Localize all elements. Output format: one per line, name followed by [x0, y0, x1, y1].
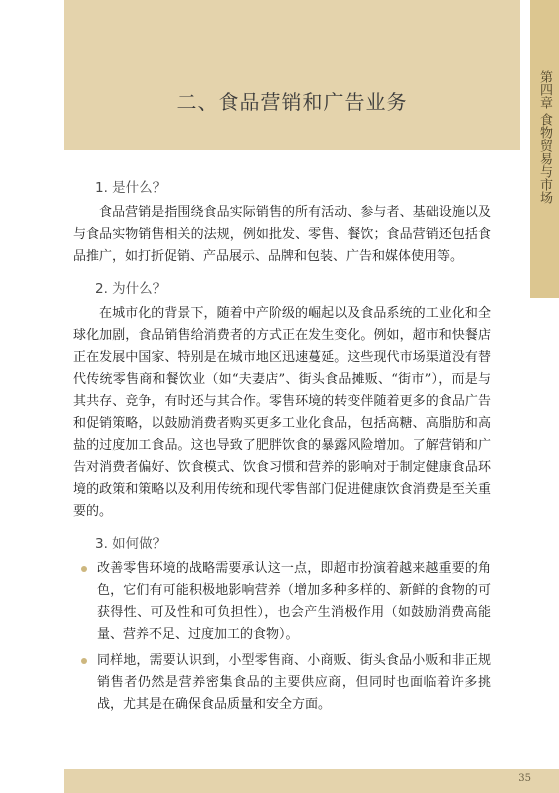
- bullet-item: [73, 650, 491, 716]
- chapter-side-tab-label: 第四章 食物贸易与市场: [537, 70, 552, 205]
- section-heading: 2. 为什么？: [95, 281, 167, 297]
- page-number: 35: [518, 773, 531, 784]
- section-paragraph: 在城市化的背景下，随着中产阶级的崛起以及食品系统的工业化和全球化加剧，食品销售给消费者的方式正在发生变化。例如，超市和快餐店正在发展中国家、特别是在城市地区迅速蔓延。这些现代市场渠道没有替代传统零售商和餐饮业（如“夫妻店”、街头食品摊贩、“街市”），而是与其共存、竞争，有时还与其合作。零售环境的转变伴随着更多的食品广告和促销策略，以鼓励消费者购买更多工业化食品，包括高糖、高脂肪和高盐的过度加工食品。这也导致了肥胖饮食的暴露风险增加。了解营销和广告对消费者偏好、饮食模式、饮食习惯和营养的影响对于制定健康食品环境的政策和策略以及利用传统和现代零售部门促进健康饮食消费是至关重要的。: [73, 306, 491, 519]
- section-why: [73, 277, 491, 523]
- bullet-list: [73, 558, 491, 716]
- bullet-dot-icon: [81, 566, 87, 572]
- page-content: [73, 176, 491, 720]
- section-heading: 1. 是什么？: [95, 180, 167, 196]
- section-what: [73, 176, 491, 268]
- header-band: [64, 0, 520, 150]
- bullet-text: 同样地，需要认识到，小型零售商、小商贩、街头食品小贩和非正规销售者仍然是营养密集食品的主要供应商，但同时也面临着许多挑战，尤其是在确保食品质量和安全方面。: [97, 653, 491, 712]
- section-paragraph: 食品营销是指围绕食品实际销售的所有活动、参与者、基础设施以及与食品实物销售相关的法规，例如批发、零售、餐饮；食品营销还包括食品推广，如打折促销、产品展示、品牌和包装、广告和媒体使用等。: [73, 205, 491, 264]
- section-how: [73, 532, 491, 716]
- footer-band: [64, 769, 559, 793]
- bullet-item: [73, 558, 491, 646]
- bullet-dot-icon: [81, 658, 87, 664]
- bullet-text: 改善零售环境的战略需要承认这一点，即超市扮演着越来越重要的角色，它们有可能积极地影响营养（增加多种多样的、新鲜的食物的可获得性、可及性和可负担性），也会产生消极作用（如鼓励消费高能量、营养不足、过度加工的食物）。: [97, 561, 491, 642]
- section-heading: 3. 如何做？: [95, 536, 167, 552]
- chapter-title: 二、食品营销和广告业务: [176, 90, 408, 114]
